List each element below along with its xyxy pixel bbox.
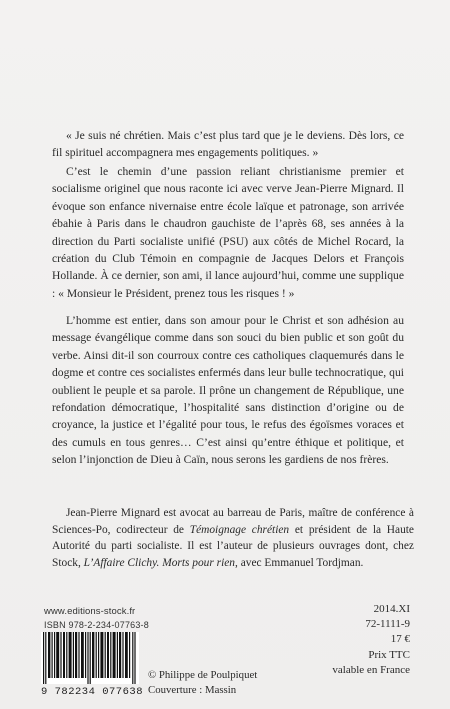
bio-part3: , avec Emmanuel Tordjman. [235,556,364,569]
publisher-website: www.editions-stock.fr [44,606,136,617]
quote-text: « Je suis né chrétien. Mais c’est plus tard que je le deviens. Dès lors, ce fil spirituel accompagnera mes engagements politiques. » [52,129,404,160]
portrait-text: L’homme est entier, dans son amour pour le Christ et son adhésion au message évangélique comme dans son souci du bien public et son goût du verbe. Ainsi dit-il son courroux contre ces catholiques claquemurés dans le dogme et contre ces socialistes enfermés dans leur bulle technocratique, qui oublient le peuple et sa parole. Il prône un changement de République, une refondation démocratique, l’hospitalité sans distinction d’origine ou de croyance, la justice et l’égalité pour tous, le refus des égoïsmes voraces et des cumuls en tous genres… C’est ainsi qu’entre éthique et politique, et selon l’injonction de Dieu à Caïn, nous serons les gardiens de nos frères. [52,314,404,467]
code-2: 72-1111-9 [365,618,410,631]
publisher-info [44,606,204,630]
price: 17 € [390,633,410,646]
price-info [330,602,410,678]
bio-part2: et président de la Haute Autorité du parti socialiste. Il est l’auteur de plusieurs ouvrages dont, chez Stock, [52,523,414,569]
bio-italic-title-1: Témoignage chrétien [189,523,290,536]
summary-block [52,163,404,302]
portrait-block [52,312,404,469]
cover-credit: Couverture : Massin [148,684,237,696]
barcode-icon [41,632,139,684]
quote-block [52,127,404,162]
bio-part1: Jean-Pierre Mignard est avocat au barreau de Paris, maître de conférence à Sciences-Po, codirecteur de [52,507,414,536]
credits [148,668,257,698]
barcode-digits: 9 782234 077638 [41,686,144,698]
price-label: Prix TTC [368,648,410,661]
author-bio [52,505,414,571]
price-validity: valable en France [332,663,410,676]
bio-italic-title-2: L’Affaire Clichy. Morts pour rien [83,556,235,569]
photo-credit: © Philippe de Poulpiquet [148,669,258,681]
summary-text: C’est le chemin d’une passion reliant christianisme premier et socialisme originel que nous raconte ici avec verve Jean-Pierre Mignard. Il évoque son enfance nivernaise entre école laïque et patronage, son arrivée ébahie à Paris dans le chaudron gauchiste de l’après 68, ses années à la direction du Parti socialiste unifié (PSU) aux côtés de Michel Rocard, la création du Club Témoin en compagnie de Jacques Delors et François Hollande. À ce dernier, son ami, il lance aujourd’hui, comme une supplique : « Monsieur le Président, prenez tous les risques ! » [52,165,404,300]
code-1: 2014.XI [373,603,410,615]
isbn-text: ISBN 978-2-234-07763-8 [44,620,149,630]
